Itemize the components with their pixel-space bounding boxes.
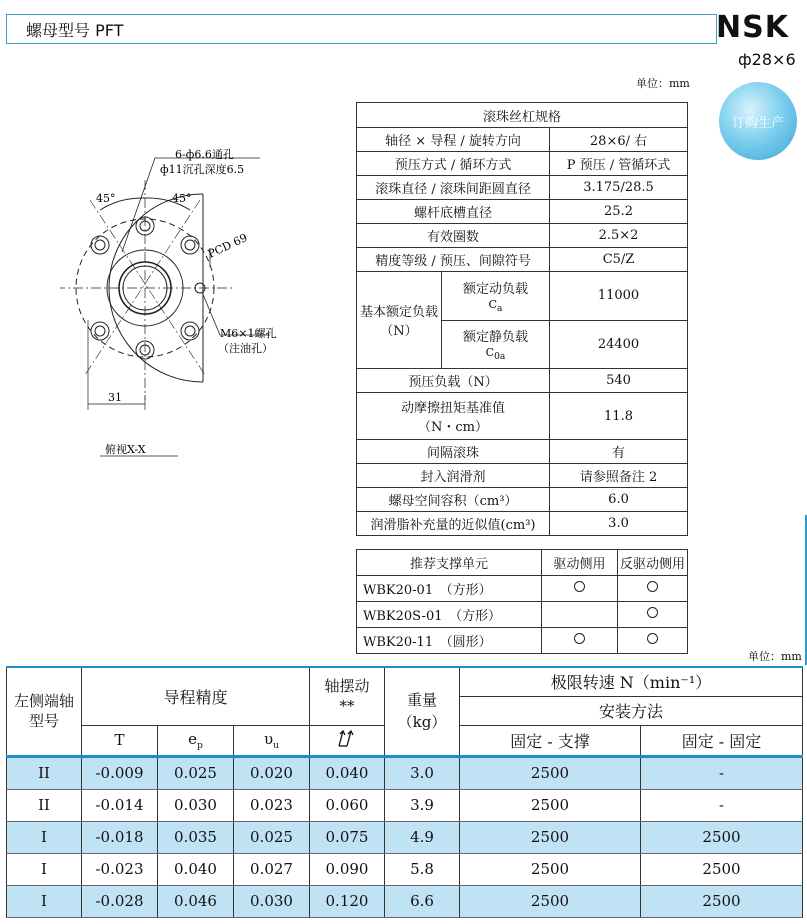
col-fixed-fixed: 固定 - 固定 bbox=[641, 725, 803, 756]
table-row: 封入润滑剂 请参照备注 2 bbox=[357, 464, 688, 488]
main-table: 左侧端轴型号 导程精度 轴摆动 ** 重量 （kg） 极限转速 N（min⁻¹） 安装方法 T $e_p$ $\upsilon_u$ 固定 - 支撑 固定 - 固定 II -0.009 0.025 0.020 0.040 3.0 2500 - II -0.014 0.030 0.023 0.060 3.9 2500 - I -0.018 0.035 0.025 0.075 4.9 2500 2500 I -0.023 0.040 0.027 0.090 5.8 2500 2500 I -0.028 0.046 0.030 0.120 6.6 2500 2500 bbox=[6, 666, 803, 918]
pcd-label: PCD 69 bbox=[205, 231, 250, 261]
unit-label-bottom: 单位：mm bbox=[748, 650, 802, 663]
available-mark-icon bbox=[647, 607, 658, 618]
angle-right: 45° bbox=[172, 192, 192, 205]
table-row: 润滑脂补充量的近似值(cm³) 3.0 bbox=[357, 512, 688, 536]
available-mark-icon bbox=[647, 633, 658, 644]
table-row: I -0.018 0.035 0.025 0.075 4.9 2500 2500 bbox=[7, 821, 803, 853]
spec-table bbox=[356, 102, 688, 536]
counterbore-label: ф11沉孔深度6.5 bbox=[160, 163, 245, 176]
angle-left: 45° bbox=[96, 192, 116, 205]
nut-drawing bbox=[60, 140, 350, 470]
view-label: 俯视X-X bbox=[105, 443, 146, 456]
col-speed-limit: 极限转速 N（min⁻¹） bbox=[460, 667, 803, 696]
order-badge-label: 订购生产 bbox=[731, 115, 784, 131]
table-row: 预压方式 / 循环方式 P 预压 / 管循环式 bbox=[357, 152, 688, 176]
table-row: 额定静负载 $C_{0a}$ 24400 bbox=[357, 320, 688, 369]
table-row: I -0.023 0.040 0.027 0.090 5.8 2500 2500 bbox=[7, 853, 803, 885]
col-fixed-support: 固定 - 支撑 bbox=[460, 725, 641, 756]
col-lead-accuracy: 导程精度 bbox=[82, 667, 310, 725]
table-row: 有效圈数 2.5×2 bbox=[357, 224, 688, 248]
col-weight: 重量 bbox=[406, 691, 437, 710]
col-mount-method: 安装方法 bbox=[460, 696, 803, 725]
col-runout: 轴摆动 bbox=[324, 677, 370, 696]
col-vu: $\upsilon_u$ bbox=[234, 725, 310, 756]
available-mark-icon bbox=[574, 633, 585, 644]
spec-title: 滚珠丝杠规格 bbox=[357, 103, 688, 128]
page-title: 螺母型号 PFT bbox=[26, 21, 124, 40]
dimension-31: 31 bbox=[108, 391, 122, 404]
table-row: WBK20S-01 （方形） bbox=[357, 602, 688, 628]
table-row: 精度等级 / 预压、间隙符号 C5/Z bbox=[357, 248, 688, 272]
col-ep: $e_p$ bbox=[158, 725, 234, 756]
table-row: 螺杆底槽直径 25.2 bbox=[357, 200, 688, 224]
table-row: 动摩擦扭矩基准值 （N・cm） 11.8 bbox=[357, 393, 688, 440]
load-group-label: 基本额定负载 bbox=[359, 305, 438, 320]
runout-symbol-icon bbox=[336, 728, 358, 748]
holes-label: 6-ф6.6通孔 bbox=[175, 148, 234, 161]
table-row: I -0.028 0.046 0.030 0.120 6.6 2500 2500 bbox=[7, 885, 803, 917]
available-mark-icon bbox=[574, 581, 585, 592]
col-shaft-type: 左侧端轴型号 bbox=[7, 667, 82, 756]
col-T: T bbox=[82, 725, 158, 756]
unit-label-top: 单位：mm bbox=[636, 77, 690, 90]
brand-logo: NSK bbox=[716, 10, 789, 45]
order-badge[interactable] bbox=[719, 82, 797, 160]
table-row: 滚珠直径 / 滚珠间距圆直径 3.175/28.5 bbox=[357, 176, 688, 200]
table-row: WBK20-01 （方形） bbox=[357, 576, 688, 602]
table-row: II -0.014 0.030 0.023 0.060 3.9 2500 - bbox=[7, 789, 803, 821]
table-row: 轴径 × 导程 / 旋转方向 28×6/ 右 bbox=[357, 128, 688, 152]
table-row: WBK20-11 （圆形） bbox=[357, 628, 688, 654]
table-row: 预压负载（N） 540 bbox=[357, 369, 688, 393]
dimension-label: ф28×6 bbox=[738, 50, 796, 69]
screw-label: M6×1螺孔 bbox=[220, 327, 277, 340]
table-row: 基本额定负载 （N） 额定动负载 $C_a$ 11000 bbox=[357, 272, 688, 321]
table-row: 间隔滚珠 有 bbox=[357, 440, 688, 464]
screw-sub-label: （注油孔） bbox=[218, 342, 273, 355]
table-row: 螺母空间容积（cm³） 6.0 bbox=[357, 488, 688, 512]
table-row: II -0.009 0.025 0.020 0.040 3.0 2500 - bbox=[7, 756, 803, 789]
available-mark-icon bbox=[647, 581, 658, 592]
support-table: 推荐支撑单元 驱动侧用 反驱动侧用 WBK20-01 （方形） WBK20S-01 （方形） WBK20-11 （圆形） bbox=[356, 549, 688, 654]
